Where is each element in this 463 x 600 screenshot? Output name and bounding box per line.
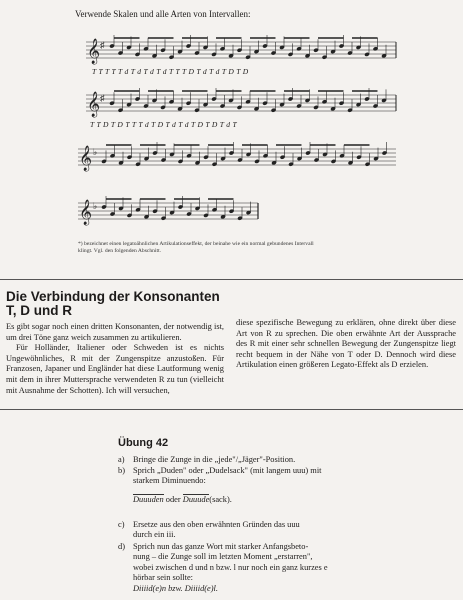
svg-text:𝄞: 𝄞 [79, 199, 93, 224]
exercise-a: a) Bringe die Zunge in die „jede"/„Jäger"-Position. [118, 455, 296, 464]
divider-bottom [0, 409, 463, 410]
svg-text:♯: ♯ [100, 40, 105, 50]
intro-text: Verwende Skalen und alle Arten von Intervallen: [75, 9, 251, 19]
exercise-title: Übung 42 [118, 437, 169, 449]
paragraph: Für Holländer, Italiener oder Schweden ist es nichts Ungewöhnliches, R mit der Zungenspitze anzustoßen. Für Franzosen, Japaner und Engländer hat diese Lautformung wenig mit dem in ihrer Muttersprache verwendeten R zu tun (vielleicht mit Ausnahme der Schotten). Ich will versuchen, [6, 343, 224, 395]
staff-1-syllables: T T T T T d T d T d T d T T T D T d T d T D T D [92, 67, 249, 76]
staff-2-syllables: T T D T D T T T d T D T d T d T D T D T d T [90, 120, 237, 129]
svg-text:♭: ♭ [93, 201, 98, 211]
svg-text:𝄞: 𝄞 [87, 91, 101, 116]
divider-top [0, 279, 463, 280]
column-left [6, 322, 224, 396]
exercise-b: b) Sprich „Duden" oder „Dudelsack" (mit langem uuu) mit starkem Diminuendo: Duuuden oder Duuude(sack). [118, 466, 322, 504]
exercise-d: d) Sprich nun das ganze Wort mit starker Anfangsbeto- nung – die Zunge soll im letzten Moment „erstarren", wobei zwischen d und n bzw. l nur noch ein ganz kurzes e hörbar sein sollte: Diiiid(e)n bzw. Diiiid(e)l. [118, 542, 328, 593]
music-notation [78, 22, 408, 242]
column-right [236, 318, 456, 371]
exercise-b-sample: Duuuden oder Duuude(sack). [133, 494, 232, 504]
svg-text:♯: ♯ [100, 93, 105, 103]
paragraph: diese spezifische Bewegung zu erklären, ohne direkt über diese Art von R zu sprechen. Die oben erwähnte Art der Aussprache des R mit einer sehr schnellen Bewegung der Zungenspitze liegt recht bequem in der Nähe von T oder D. Dennoch wird diese Artikulation einen größeren Legato-Effekt als D erzielen. [236, 318, 456, 370]
svg-text:𝄞: 𝄞 [79, 145, 93, 170]
exercise-c: c) Ersetze aus den oben erwähnten Gründen das uuu durch ein iii. [118, 520, 300, 540]
footnote: *) bezeichnet einen legatoähnlichen Artikulationseffekt, der beinahe wie ein normal gebundenes Intervall klingt. Vgl. den folgenden Abschnitt. [78, 241, 314, 254]
paragraph: Es gibt sogar noch einen dritten Konsonanten, der notwendig ist, um drei Töne ganz weich zusammen zu artikulieren. [6, 322, 224, 342]
section-title: Die Verbindung der Konsonanten T, D und R [6, 289, 220, 318]
svg-text:𝄞: 𝄞 [87, 38, 101, 63]
svg-text:♭: ♭ [93, 147, 98, 157]
